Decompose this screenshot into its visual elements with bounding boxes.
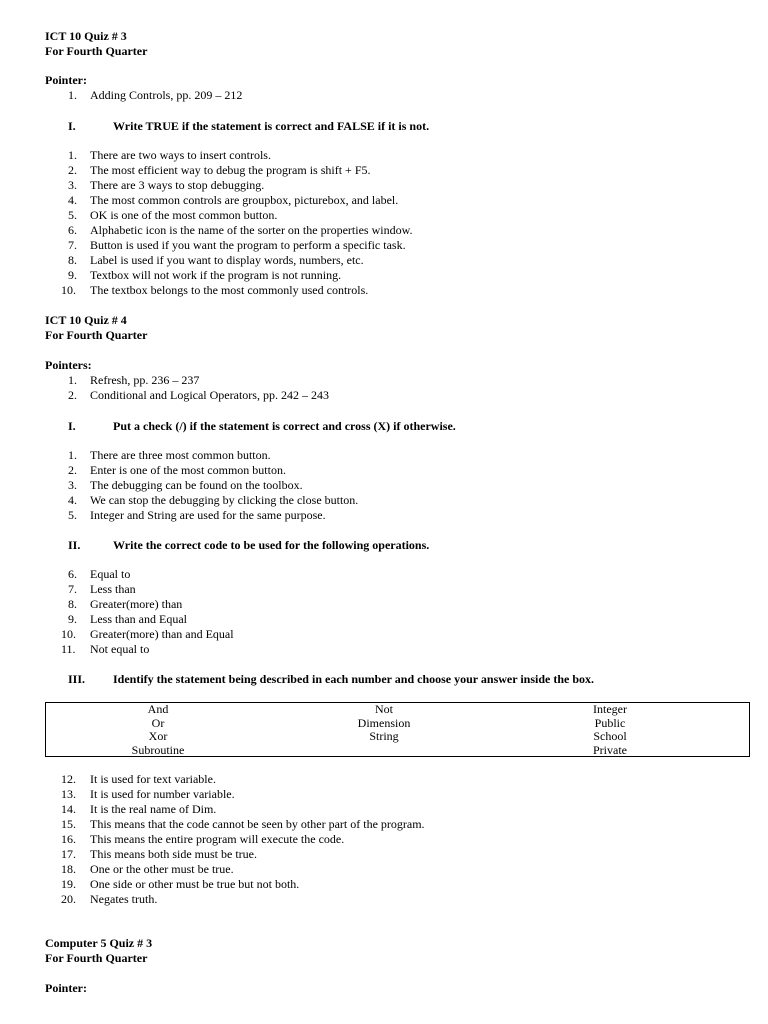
list-item: 17. This means both side must be true.	[61, 847, 257, 861]
list-item: 6. Equal to	[68, 567, 131, 581]
list-item: 1. There are three most common button.	[68, 448, 271, 462]
answer-choices-box	[45, 702, 750, 757]
choices-column-1	[108, 703, 208, 757]
comp5-title: Computer 5 Quiz # 3	[45, 936, 153, 950]
list-item: 16. This means the entire program will execute the code.	[61, 832, 345, 846]
choice-item: Private	[593, 742, 627, 757]
quiz4-pointer-item: 2. Conditional and Logical Operators, pp. 242 – 243	[68, 388, 329, 402]
quiz3-pointer-label: Pointer:	[45, 73, 87, 87]
choice-item: Public	[594, 715, 626, 730]
list-item: 5. Integer and String are used for the same purpose.	[68, 508, 326, 522]
choice-item: Integer	[593, 702, 627, 716]
quiz4-pointer-item: 1. Refresh, pp. 236 – 237	[68, 373, 200, 387]
quiz4-section	[45, 313, 735, 687]
quiz3-pointer-item: 1. Adding Controls, pp. 209 – 212	[68, 88, 243, 102]
quiz4-subtitle: For Fourth Quarter	[45, 328, 148, 342]
list-item: 3. There are 3 ways to stop debugging.	[68, 178, 265, 192]
list-item: 8. Greater(more) than	[68, 597, 183, 611]
list-item: 2. The most efficient way to debug the program is shift + F5.	[68, 163, 371, 177]
quiz4-items3	[45, 772, 735, 907]
list-item: 19. One side or other must be true but not both.	[61, 877, 300, 891]
choice-item: And	[147, 702, 169, 716]
choice-item: School	[593, 729, 627, 743]
quiz3-section	[45, 29, 735, 298]
quiz4-pointer-label: Pointers:	[45, 358, 92, 372]
choice-item: Or	[151, 715, 165, 730]
list-item: 3. The debugging can be found on the toolbox.	[68, 478, 303, 492]
choice-item: String	[369, 729, 399, 743]
choices-column-3	[560, 703, 660, 757]
list-item: 10. Greater(more) than and Equal	[61, 627, 234, 641]
list-item: 5. OK is one of the most common button.	[68, 208, 278, 222]
choice-item: Subroutine	[131, 742, 185, 757]
list-item: 10. The textbox belongs to the most commonly used controls.	[61, 283, 369, 297]
quiz3-title: ICT 10 Quiz # 3	[45, 29, 127, 43]
list-item: 9. Less than and Equal	[68, 612, 187, 626]
list-item: 20. Negates truth.	[61, 892, 158, 906]
quiz4-items2	[45, 567, 735, 657]
choice-item: Dimension	[357, 715, 411, 730]
list-item: 7. Button is used if you want the program to perform a specific task.	[68, 238, 406, 252]
list-item: 2. Enter is one of the most common button.	[68, 463, 286, 477]
list-item: 12. It is used for text variable.	[61, 772, 216, 786]
list-item: 13. It is used for number variable.	[61, 787, 235, 801]
list-item: 18. One or the other must be true.	[61, 862, 234, 876]
quiz4-title: ICT 10 Quiz # 4	[45, 313, 127, 327]
list-item: 8. Label is used if you want to display words, numbers, etc.	[68, 253, 364, 267]
comp5-subtitle: For Fourth Quarter	[45, 951, 148, 965]
comp5-section	[45, 936, 735, 996]
comp5-pointer-label: Pointer:	[45, 981, 87, 995]
list-item: 4. The most common controls are groupbox, picturebox, and label.	[68, 193, 399, 207]
choices-column-2	[334, 703, 434, 744]
list-item: 4. We can stop the debugging by clicking the close button.	[68, 493, 359, 507]
quiz4-part1-heading: I. Put a check (/) if the statement is correct and cross (X) if otherwise.	[68, 419, 456, 433]
quiz4-part3-heading: III. Identify the statement being described in each number and choose your answer inside the box.	[68, 672, 595, 686]
list-item: 7. Less than	[68, 582, 136, 596]
quiz3-items	[45, 148, 735, 298]
list-item: 14. It is the real name of Dim.	[61, 802, 217, 816]
list-item: 1. There are two ways to insert controls.	[68, 148, 271, 162]
choice-item: Xor	[148, 729, 168, 743]
quiz4-part2-heading: II. Write the correct code to be used for the following operations.	[68, 538, 430, 552]
choice-item: Not	[375, 702, 393, 716]
list-item: 15. This means that the code cannot be seen by other part of the program.	[61, 817, 425, 831]
list-item: 11. Not equal to	[61, 642, 150, 656]
quiz3-part1-heading: I. Write TRUE if the statement is correct and FALSE if it is not.	[68, 119, 430, 133]
list-item: 9. Textbox will not work if the program is not running.	[68, 268, 342, 282]
quiz4-items1	[45, 448, 735, 523]
list-item: 6. Alphabetic icon is the name of the sorter on the properties window.	[68, 223, 413, 237]
quiz3-subtitle: For Fourth Quarter	[45, 44, 148, 58]
